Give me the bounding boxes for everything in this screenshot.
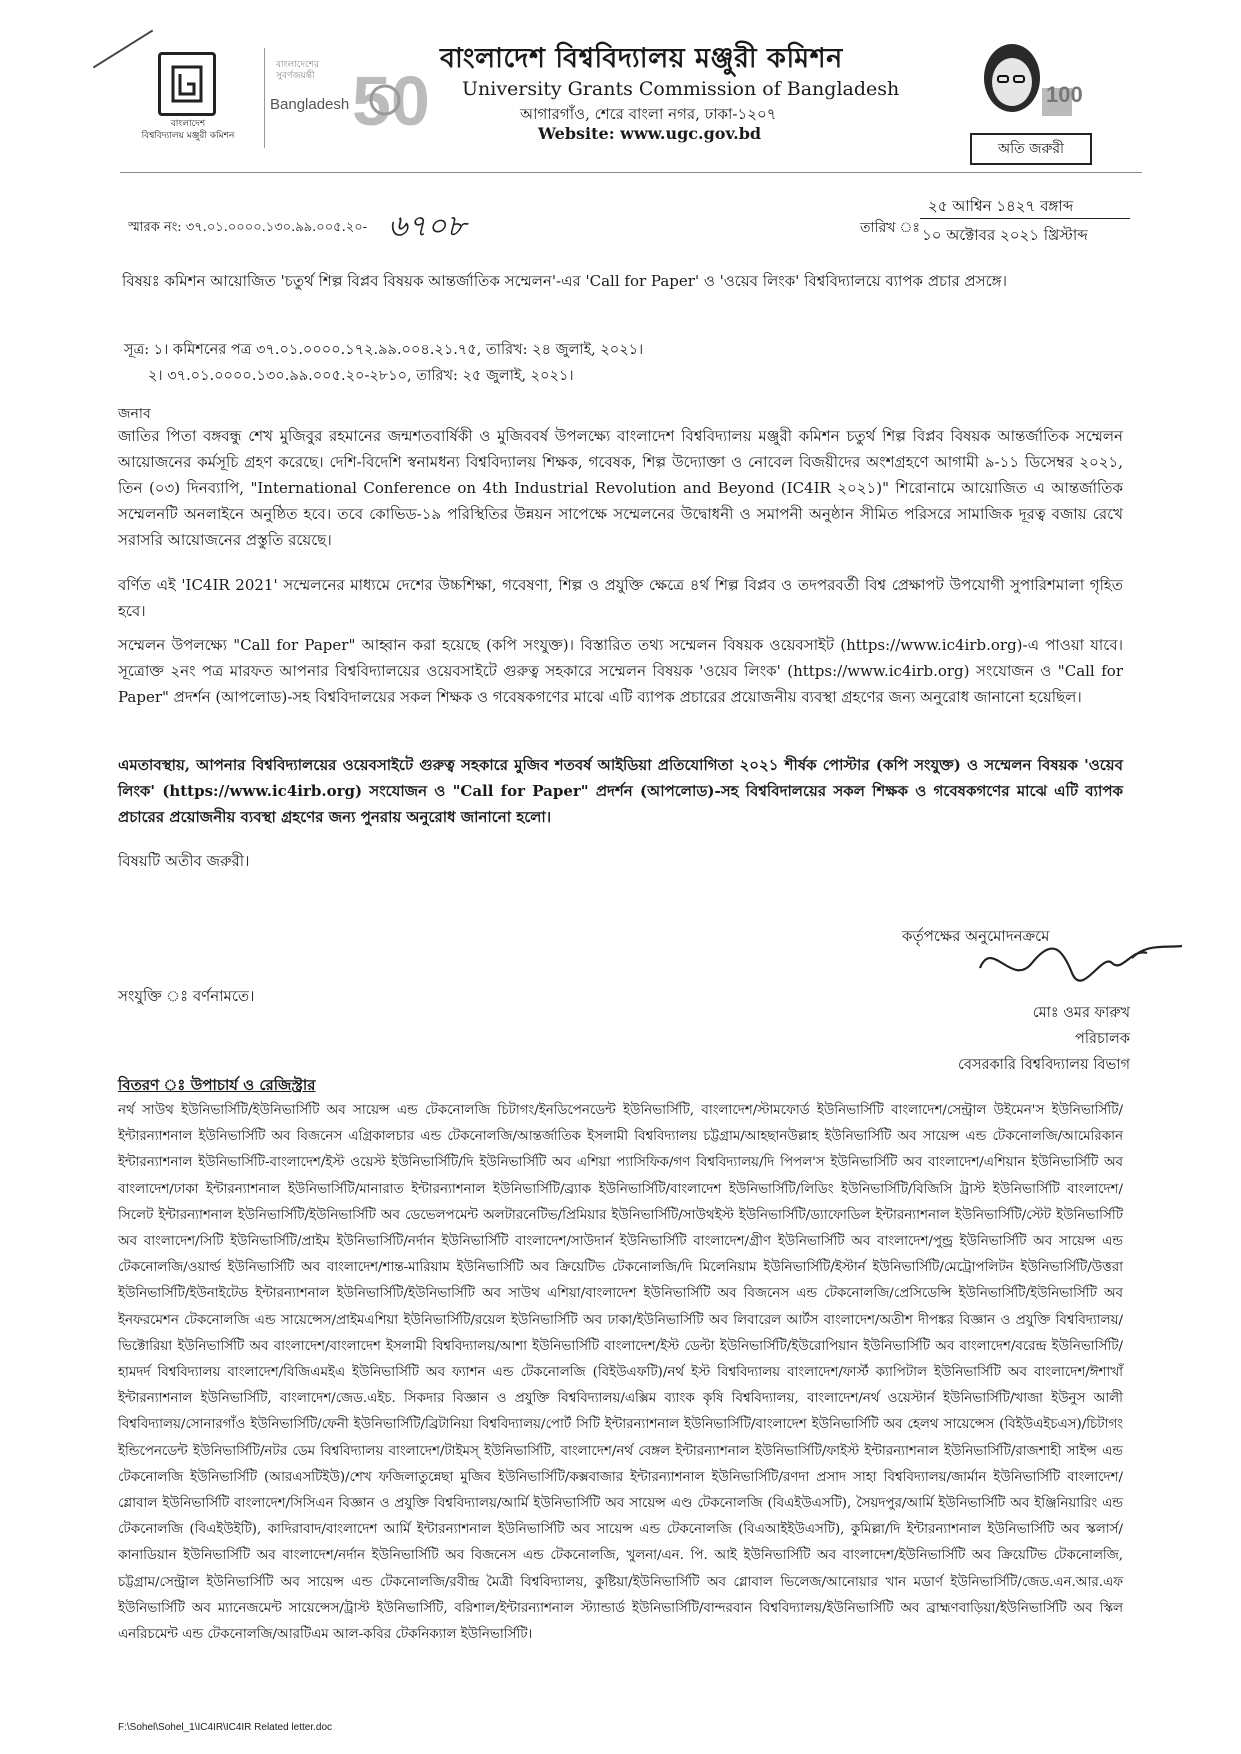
header-rule [120,172,1142,173]
urgent-stamp: অতি জরুরী [970,133,1092,165]
signature-icon [972,928,1192,998]
ugc-logo-icon [158,52,216,116]
golden-jubilee-text: Bangladesh [270,96,350,113]
signatory-designation: পরিচালক [1075,1031,1130,1047]
signatory-department: বেসরকারি বিশ্ববিদ্যালয় বিভাগ [957,1057,1130,1073]
paragraph-1: জাতির পিতা বঙ্গবন্ধু শেখ মুজিবুর রহমানের জন্মশতবার্ষিকী ও মুজিববর্ষ উপলক্ষ্যে বাংলাদেশ বিশ্ববিদ্যালয় মঞ্জুরী কমিশন চতুর্থ শিল্প বিপ্লব বিষয়ক আন্তর্জাতিক সম্মেলন আয়োজনের কর্মসূচি গ্রহণ করেছে। দেশি-বিদেশি স্বনামধন্য বিশ্ববিদ্যালয় শিক্ষক, গবেষক, শিল্প উদ্যোক্তা ও নোবেল বিজয়ীদের অংশগ্রহণে আগামী ৯-১১ ডিসেম্বর ২০২১, তিন (০৩) দিনব্যাপি, "International Conference on 4th Industrial Revolution and Beyond (IC4IR ২০২১)" শিরোনামে আয়োজিত এ আন্তর্জাতিক সম্মেলনটি অনলাইনে অনুষ্ঠিত হবে। তবে কোভিড-১৯ পরিস্থিতির উন্নয়ন সাপেক্ষে সম্মেলনের উদ্বোধনী ও সমাপনী অনুষ্ঠান সীমিত পরিসরে সামাজিক দূরত্ব বজায় রেখে সরাসরি আয়োজনের প্রস্তুতি রয়েছে। [118,427,1123,549]
golden-jubilee-number: 50 [352,62,430,140]
distribution-list: নর্থ সাউথ ইউনিভার্সিটি/ইউনিভার্সিটি অব সায়েন্স এন্ড টেকনোলজি চিটাগং/ইনডিপেনডেন্ট ইউনিভার্সিটি, বাংলাদেশ/স্টামফোর্ড ইউনিভার্সিটি বাংলাদেশ/সেন্ট্রাল উইমেন'স ইউনিভার্সিটি/ইন্টারন্যাশনাল ইউনিভার্সিটি অব বিজনেস এগ্রিকালচার এন্ড টেকনোলজি/আন্তর্জাতিক ইসলামী বিশ্ববিদ্যালয় চট্টগ্রাম/আহছানউল্লাহ ইউনিভার্সিটি অব সায়েন্স এন্ড টেকনোলজি/আমেরিকান ইন্টারন্যাশনাল ইউনিভার্সিটি-বাংলাদেশ/ইস্ট ওয়েস্ট ইউনিভার্সিটি/দি ইউনিভার্সিটি অব এশিয়া প্যাসিফিক/গণ বিশ্ববিদ্যালয়/দি পিপল'স ইউনিভার্সিটি অব বাংলাদেশ/এশিয়ান ইউনিভার্সিটি অব বাংলাদেশ/ঢাকা ইন্টারন্যাশনাল ইউনিভার্সিটি/মানারাত ইন্টারন্যাশনাল ইউনিভার্সিটি/ব্র্যাক ইউনিভার্সিটি/বাংলাদেশ ইউনিভার্সিটি/লিডিং ইউনিভার্সিটি/বিজিসি ট্রাস্ট ইউনিভার্সিটি বাংলাদেশ/সিলেট ইন্টারন্যাশনাল ইউনিভার্সিটি/ইউনিভার্সিটি অব ডেভেলপমেন্ট অলটারনেটিভ/প্রিমিয়ার ইউনিভার্সিটি/সাউথইস্ট ইউনিভার্সিটি/ড্যাফোডিল ইন্টারন্যাশনাল ইউনিভার্সিটি/স্টেট ইউনিভার্সিটি অব বাংলাদেশ/সিটি ইউনিভার্সিটি/প্রাইম ইউনিভার্সিটি/নর্দান ইউনিভার্সিটি বাংলাদেশ/সাউদার্ন ইউনিভার্সিটি বাংলাদেশ/গ্রীণ ইউনিভার্সিটি অব বাংলাদেশ/পুন্ড্র ইউনিভার্সিটি অব সায়েন্স এন্ড টেকনোলজি/ওয়ার্ল্ড ইউনিভার্সিটি অব বাংলাদেশ/শান্ত-মারিয়াম ইউনিভার্সিটি অব ক্রিয়েটিভ টেকনোলজি/দি মিলেনিয়াম ইউনিভার্সিটি/ইস্টার্ন ইউনিভার্সিটি/মেট্রোপলিটন ইউনিভার্সিটি/উত্তরা ইউনিভার্সিটি/ইউনাইটেড ইন্টারন্যাশনাল ইউনিভার্সিটি/ইউনিভার্সিটি অব সাউথ এশিয়া/বাংলাদেশ ইউনিভার্সিটি অব বিজনেস এন্ড টেকনোলজি/প্রেসিডেন্সি ইউনিভার্সিটি/ইউনিভার্সিটি অব ইনফরমেশন টেকনোলজি এন্ড সায়েন্সেস/প্রাইমএশিয়া ইউনিভার্সিটি/রয়েল ইউনিভার্সিটি অব ঢাকা/ইউনিভার্সিটি অব লিবারেল আর্টস বাংলাদেশ/অতীশ দীপঙ্কর বিজ্ঞান ও প্রযুক্তি বিশ্ববিদ্যালয়/ভিক্টোরিয়া ইউনিভার্সিটি অব বাংলাদেশ/বাংলাদেশ ইসলামী বিশ্ববিদ্যালয়/আশা ইউনিভার্সিটি বাংলাদেশ/ইস্ট ডেল্টা ইউনিভার্সিটি/ইউরোপিয়ান ইউনিভার্সিটি অব বাংলাদেশ/বরেন্দ্র ইউনিভার্সিটি/হামদর্দ বিশ্ববিদ্যালয় বাংলাদেশ/বিজিএমইএ ইউনিভার্সিটি অব ফ্যাশন এন্ড টেকনোলজি (বিইউএফটি)/নর্থ ইস্ট বিশ্ববিদ্যালয় বাংলাদেশ/ফার্স্ট ক্যাপিটাল ইউনিভার্সিটি অব বাংলাদেশ/ঈশাখাঁ ইন্টারন্যাশনাল ইউনিভার্সিটি, বাংলাদেশ/জেড.এইচ. সিকদার বিজ্ঞান ও প্রযুক্তি বিশ্ববিদ্যালয়/এক্সিম ব্যাংক কৃষি বিশ্ববিদ্যালয়, বাংলাদেশ/নর্থ ওয়েস্টার্ন ইউনিভার্সিটি/খাজা ইউনুস আলী বিশ্ববিদ্যালয়/সোনারগাঁও ইউনিভার্সিটি/ফেনী ইউনিভার্সিটি/ব্রিটানিয়া বিশ্ববিদ্যালয়/পোর্ট সিটি ইন্টারন্যাশনাল ইউনিভার্সিটি/বাংলাদেশ ইউনিভার্সিটি অব হেলথ সায়েন্সেস (বিইউএইচএস)/চিটাগং ইন্ডিপেনডেন্ট ইউনিভার্সিটি/নটর ডেম বিশ্ববিদ্যালয় বাংলাদেশ/টাইমস্ ইউনিভার্সিটি, বাংলাদেশ/নর্থ বেঙ্গল ইন্টারন্যাশনাল ইউনিভার্সিটি/ফাইস্ট ইন্টারন্যাশনাল ইউনিভার্সিটি/রাজশাহী সাইন্স এন্ড টেকনোলজি ইউনিভার্সিটি (আরএসটিইউ)/শেখ ফজিলাতুন্নেছা মুজিব ইউনিভার্সিটি/কক্সবাজার ইন্টারন্যাশনাল ইউনিভার্সিটি/রণদা প্রসাদ সাহা বিশ্ববিদ্যালয়/জার্মান ইউনিভার্সিটি বাংলাদেশ/গ্লোবাল ইউনিভার্সিটি বাংলাদেশ/সিসিএন বিজ্ঞান ও প্রযুক্তি বিশ্ববিদ্যালয়/আর্মি ইউনিভার্সিটি অব সায়েন্স এণ্ড টেকনোলজি (বিএইউএসটি), সৈয়দপুর/আর্মি ইউনিভার্সিটি অব ইঞ্জিনিয়ারিং এন্ড টেকনোলজি (বিএইউইটি), কাদিরাবাদ/বাংলাদেশ আর্মি ইন্টারন্যাশনাল ইউনিভার্সিটি অব সায়েন্স এন্ড টেকনোলজি (বিএআইইউএসটি), কুমিল্লা/দি ইন্টারন্যাশনাল ইউনিভার্সিটি অব স্কলার্স/কানাডিয়ান ইউনিভার্সিটি অব বাংলাদেশ/নর্দান ইউনিভার্সিটি অব বিজনেস এন্ড টেকনোলজি, খুলনা/এন. পি. আই ইউনিভার্সিটি অব বাংলাদেশ/ইউনিভার্সিটি অব ক্রিয়েটিভ টেকনোলজি, চট্টগ্রাম/সেন্ট্রাল ইউনিভার্সিটি অব সায়েন্স এন্ড টেকনোলজি/রবীন্দ্র মৈত্রী বিশ্ববিদ্যালয়, কুষ্টিয়া/ইউনিভার্সিটি অব গ্লোবাল ভিলেজ/আনোয়ার খান মডার্ণ ইউনিভার্সিটি/জেড.এন.আর.এফ ইউনিভার্সিটি অব ম্যানেজমেন্ট সায়েন্সেস/ট্রাস্ট ইউনিভার্সিটি, বরিশাল/ইন্টারন্যাশনাল স্ট্যান্ডার্ড ইউনিভার্সিটি/বান্দরবান বিশ্ববিদ্যালয়/ইউনিভার্সিটি অব ব্রাহ্মণবাড়িয়া/ইউনিভার্সিটি অব স্কিল এনরিচমেন্ট এন্ড টেকনোলজি/আরটিএম আল-কবির টেকনিক্যাল ইউনিভার্সিটি। [118,1103,1123,1643]
organization-address: আগারগাঁও, শেরে বাংলা নগর, ঢাকা-১২০৭ [520,105,777,123]
salutation: জনাব [118,406,151,422]
date-label: তারিখ ঃ [860,220,920,236]
mujib-logo-text: 100 [1046,82,1083,107]
approval-line: কর্তৃপক্ষের অনুমোদনক্রমে [902,927,1050,945]
source-item: সূত্র: ১। কমিশনের পত্র ৩৭.০১.০০০০.১৭২.৯৯.০০৪.২১.৭৫, তারিখ: ২৪ জুলাই, ২০২১। [124,342,644,358]
attachment-note: সংযুক্তি ঃ বর্ণনামতে। [118,987,255,1005]
ugc-logo-caption: বাংলাদেশ বিশ্ববিদ্যালয় মঞ্জুরী কমিশন [141,119,235,141]
pen-mark-icon [93,30,153,69]
file-path-footer: F:\Sohel\Sohel_1\IC4IR\IC4IR Related letter.doc [118,1722,333,1733]
paragraph-2: বর্ণিত এই 'IC4IR 2021' সম্মেলনের মাধ্যমে দেশের উচ্চশিক্ষা, গবেষণা, শিল্প ও প্রযুক্তি ক্ষেত্রে ৪র্থ শিল্প বিপ্লব ও তদপরবর্তী বিশ্ব প্রেক্ষাপট উপযোগী সুপারিশমালা গৃহিত হবে। [118,576,1123,620]
organization-title-english: University Grants Commission of Bangladesh [462,78,900,100]
golden-jubilee-small-text: বাংলাদেশের সুবর্ণজয়ন্তী [276,60,320,81]
organization-title-bangla: বাংলাদেশ বিশ্ববিদ্যালয় মঞ্জুরী কমিশন [440,43,843,74]
signatory-name: মোঃ ওমর ফারুখ [1032,1005,1130,1021]
organization-website: Website: www.ugc.gov.bd [538,124,762,143]
distribution-heading: বিতরণ ঃ উপাচার্য ও রেজিস্ট্রার [118,1076,316,1094]
date-bangla: ২৫ আশ্বিন ১৪২৭ বঙ্গাব্দ [928,197,1074,215]
memo-reference: স্মারক নং: ৩৭.০১.০০০০.১৩০.৯৯.০০৫.২০- [128,220,368,235]
paragraph-3: সম্মেলন উপলক্ষ্যে "Call for Paper" আহ্বান করা হয়েছে (কপি সংযুক্ত)। বিস্তারিত তথ্য সম্মেলন বিষয়ক ওয়েবসাইট (https://www.ic4irb.org)-এ পাওয়া যাবে। সূত্রোক্ত ২নং পত্র মারফত আপনার বিশ্ববিদ্যালয়ের ওয়েবসাইটে গুরুত্ব সহকারে সম্মেলন বিষয়ক 'ওয়েব লিংক' (https://www.ic4irb.org) সংযোজন ও "Call for Paper" প্রদর্শন (আপলোড)-সহ বিশ্ববিদালয়ের সকল শিক্ষক ও গবেষকগণের মাঝে এটি ব্যাপক প্রচারের প্রয়োজনীয় ব্যবস্থা গ্রহণের জন্য অনুরোধ জানানো হয়েছিল। [118,636,1123,706]
paragraph-4: এমতাবস্থায়, আপনার বিশ্ববিদ্যালয়ের ওয়েবসাইটে গুরুত্ব সহকারে মুজিব শতবর্ষ আইডিয়া প্রতিযোগিতা ২০২১ শীর্ষক পোস্টার (কপি সংযুক্ত) ও সম্মেলন বিষয়ক 'ওয়েব লিংক' (https://www.ic4irb.org) সংযোজন ও "Call for Paper" প্রদর্শন (আপলোড)-সহ বিশ্ববিদালয়ের সকল শিক্ষক ও গবেষকগণের মাঝে এটি ব্যাপক প্রচারের প্রয়োজনীয় ব্যবস্থা গ্রহণের জন্য পুনরায় অনুরোধ জানানো হলো। [118,756,1123,826]
header-divider [264,48,265,148]
date-english: ১০ অক্টোবর ২০২১ খ্রিস্টাব্দ [922,226,1088,244]
memo-handwritten-number: ৬৭০৮ [388,209,466,244]
date-divider [920,218,1130,219]
urgent-note: বিষয়টি অতীব জরুরী। [118,852,250,870]
signatory-block [880,1000,1130,1078]
reference-sources [124,337,643,389]
letter-subject: বিষয়ঃ কমিশন আয়োজিত 'চতুর্থ শিল্প বিপ্লব বিষয়ক আন্তর্জাতিক সম্মেলন'-এর 'Call for Paper' ও 'ওয়েব লিংক' বিশ্ববিদ্যালয়ে ব্যাপক প্রচার প্রসঙ্গে। [122,272,1007,290]
source-item: ২। ৩৭.০১.০০০০.১৩০.৯৯.০০৫.২০-২৮১০, তারিখ: ২৫ জুলাই, ২০২১। [148,368,574,384]
